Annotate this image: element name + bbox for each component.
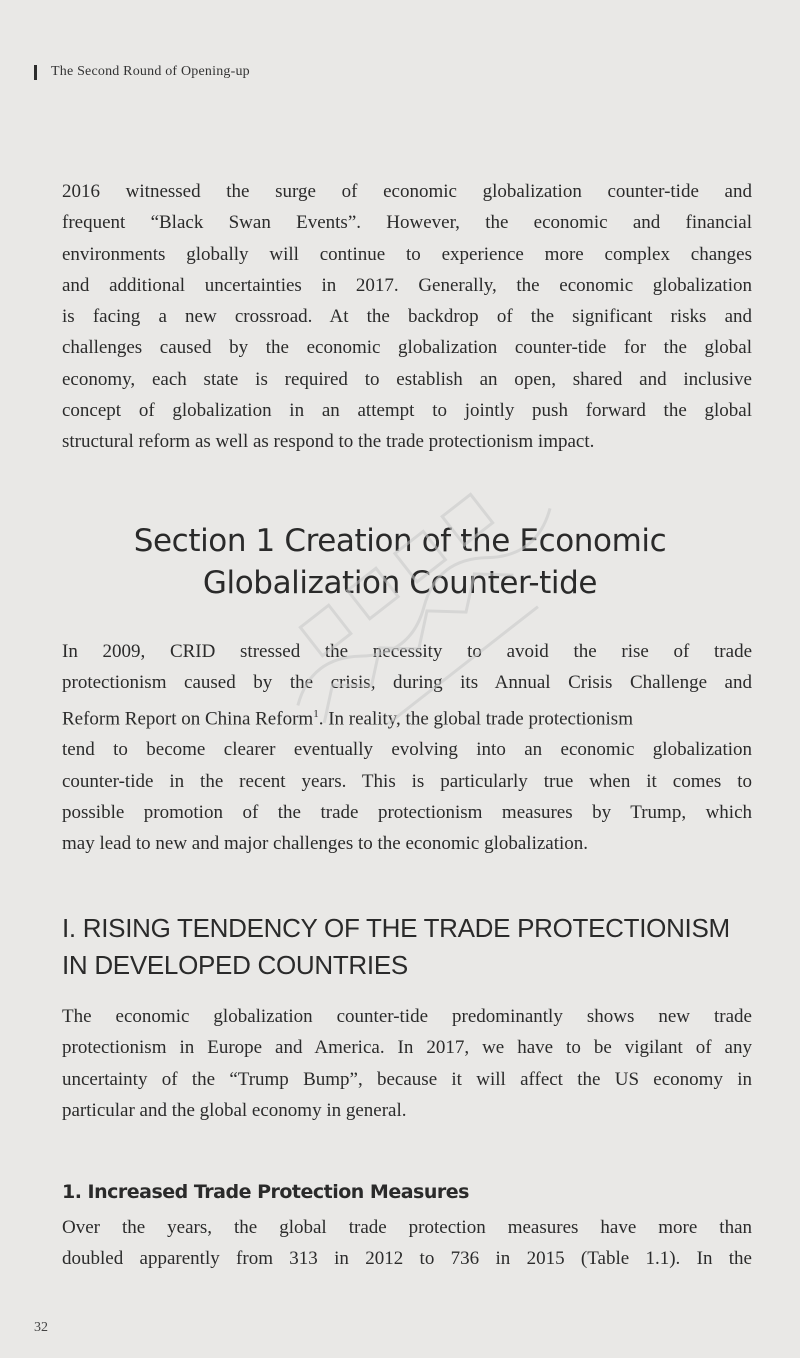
heading1-para-line: uncertainty of the “Trump Bump”, because it will affect the US economy in [62, 1068, 752, 1090]
heading1-line: IN DEVELOPED COUNTRIES [62, 950, 408, 980]
section1-paragraph [62, 636, 752, 859]
section1-line: may lead to new and major challenges to the economic globalization. [62, 833, 589, 855]
section-title [0, 520, 800, 604]
intro-line: is facing a new crossroad. At the backdrop of the significant risks and [62, 306, 752, 328]
intro-line: and additional uncertainties in 2017. Generally, the economic globalization [62, 274, 752, 296]
intro-line: economy, each state is required to establish an open, shared and inclusive [62, 368, 752, 390]
heading2-paragraph [62, 1212, 752, 1275]
section-title-line: Section 1 Creation of the Economic [133, 523, 667, 559]
section1-line: counter-tide in the recent years. This is particularly true when it comes to [62, 770, 752, 792]
section1-line: possible promotion of the trade protectionism measures by Trump, which [62, 801, 752, 823]
heading2-para-line: doubled apparently from 313 in 2012 to 736 in 2015 (Table 1.1). In the [62, 1248, 752, 1270]
heading1-line: I. RISING TENDENCY OF THE TRADE PROTECTIONISM [62, 913, 730, 943]
heading1-para-line: protectionism in Europe and America. In 2017, we have to be vigilant of any [62, 1037, 752, 1059]
heading1-para-line: particular and the global economy in general. [62, 1099, 407, 1121]
running-head-text: The Second Round of Opening-up [51, 64, 250, 79]
section1-line-tail: . In reality, the global trade protectionism [318, 707, 633, 729]
heading-increased-trade-protection: 1. Increased Trade Protection Measures [62, 1181, 469, 1203]
section-title-line: Globalization Counter-tide [202, 565, 598, 601]
intro-line: concept of globalization in an attempt to jointly push forward the global [62, 400, 752, 422]
section1-line: protectionism caused by the crisis, during its Annual Crisis Challenge and [62, 672, 752, 694]
intro-line: challenges caused by the economic globalization counter-tide for the global [62, 337, 752, 359]
intro-line: 2016 witnessed the surge of economic globalization counter-tide and [62, 181, 752, 202]
section1-line-with-footnote [62, 699, 752, 735]
heading-rising-tendency [62, 910, 762, 984]
heading1-paragraph [62, 1001, 752, 1126]
intro-line: structural reform as well as respond to the trade protectionism impact. [62, 431, 595, 453]
page-number: 32 [34, 1320, 48, 1335]
intro-line: frequent “Black Swan Events”. However, the economic and financial [62, 212, 752, 234]
heading1-para-line: The economic globalization counter-tide predominantly shows new trade [62, 1006, 752, 1027]
section1-line-head: Reform Report on China Reform [62, 707, 314, 729]
section1-line: tend to become clearer eventually evolving into an economic globalization [62, 739, 752, 761]
section1-line: In 2009, CRID stressed the necessity to avoid the rise of trade [62, 641, 752, 662]
footnote-marker: 1 [313, 707, 319, 720]
intro-paragraph [62, 176, 752, 458]
heading2-para-line: Over the years, the global trade protection measures have more than [62, 1217, 752, 1238]
intro-line: environments globally will continue to experience more complex changes [62, 243, 752, 265]
running-head-bar [34, 65, 37, 80]
running-head [34, 64, 250, 80]
